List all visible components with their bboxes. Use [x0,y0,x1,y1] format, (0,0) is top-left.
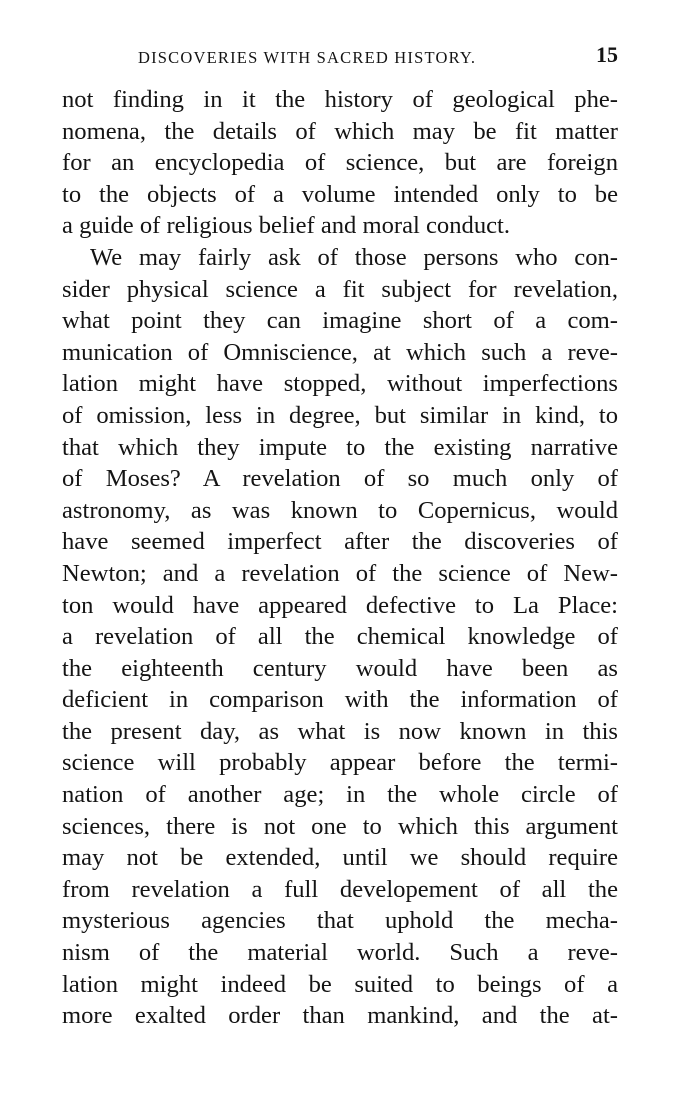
text-line: lation might have stopped, without imperfections [62,370,618,398]
text-line: have seemed imperfect after the discoveries of [62,528,618,556]
text-line: of Moses? A revelation of so much only of [62,465,618,493]
text-line: what point they can imagine short of a com- [62,307,618,335]
text-line: a revelation of all the chemical knowledge of [62,623,618,651]
text-line: the eighteenth century would have been as [62,654,618,682]
text-line: sciences, there is not one to which this argument [62,812,618,840]
text-line: to the objects of a volume intended only to be [62,180,618,208]
text-line: We may fairly ask of those persons who con- [90,243,618,271]
text-line: may not be extended, until we should require [62,844,618,872]
paragraph-1 [62,84,618,242]
text-line: for an encyclopedia of science, but are foreign [62,149,618,177]
text-line: sider physical science a fit subject for revelation, [62,275,618,303]
text-line: munication of Omniscience, at which such a reve- [62,338,618,366]
text-line: more exalted order than mankind, and the at- [62,1002,618,1030]
text-line: Newton; and a revelation of the science of New- [62,559,618,587]
text-line: not finding in it the history of geological phe- [62,86,618,113]
text-line: the present day, as what is now known in this [62,717,618,745]
text-line: nism of the material world. Such a reve- [62,939,618,967]
paragraph-2 [62,242,618,1032]
text-line: astronomy, as was known to Copernicus, would [62,496,618,524]
running-head [138,40,618,70]
text-line: nation of another age; in the whole circle of [62,781,618,809]
text-line: science will probably appear before the termi- [62,749,618,777]
text-line: of omission, less in degree, but similar in kind, to [62,401,618,429]
text-line: mysterious agencies that uphold the mecha- [62,907,618,935]
text-line: from revelation a full developement of all the [62,875,618,903]
text-line: ton would have appeared defective to La Place: [62,591,618,619]
text-line: a guide of religious belief and moral conduct. [62,212,511,240]
text-line: deficient in comparison with the information of [62,686,618,714]
text-line: that which they impute to the existing narrative [62,433,618,461]
body-text [62,84,618,1032]
page-number: 15 [596,42,618,67]
running-title: DISCOVERIES WITH SACRED HISTORY. [138,48,477,67]
text-line: nomena, the details of which may be fit matter [62,117,618,145]
text-line: lation might indeed be suited to beings of a [62,970,618,998]
